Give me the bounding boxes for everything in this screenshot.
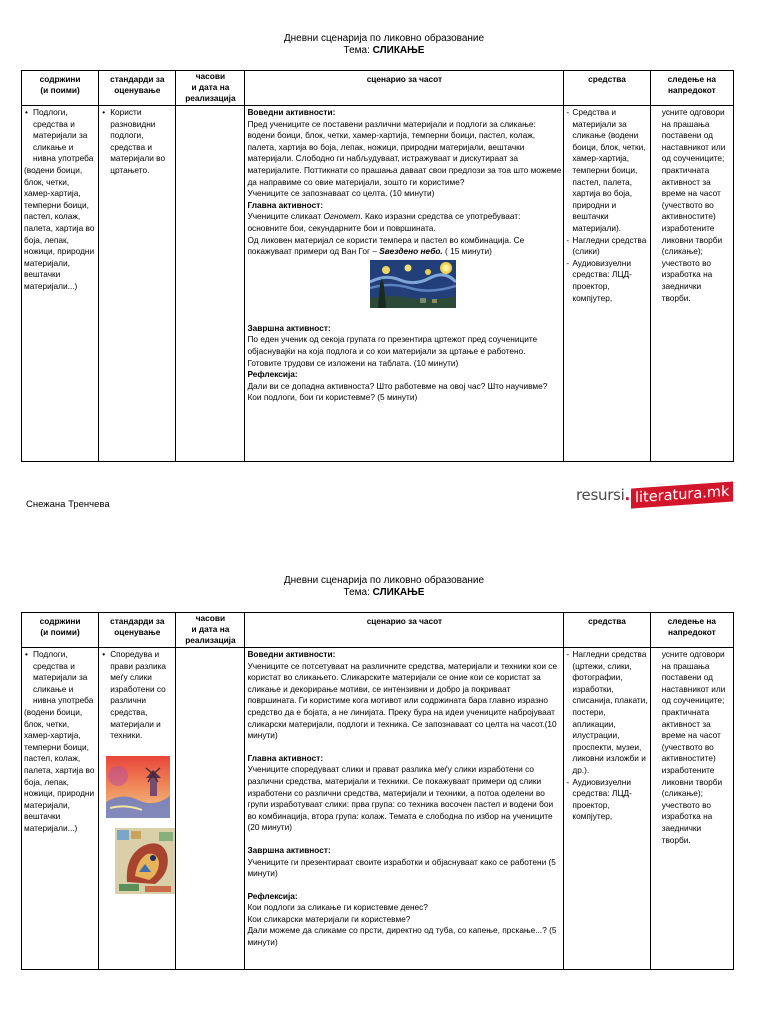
standards-cell — [99, 106, 176, 462]
hours-cell — [176, 648, 245, 970]
lesson-plan-table — [21, 612, 734, 970]
means-cell — [564, 648, 650, 970]
progress-cell — [650, 648, 733, 970]
final-label: Завршна активност: — [247, 844, 331, 855]
table-header-row — [22, 71, 734, 106]
intro-label: Воведни активности: — [247, 649, 336, 659]
means-item: - Средства и материјали за сликање (водени боици, блок, четки, хамер-хартија, темперни боици, пастел, палета, хартија во боја, природни и вештачки материјали). — [566, 107, 647, 235]
content-materials: (водени боици, блок, четки, хамер-хартија, темперни боици, пастел, колаж, палета, хартија во боја, лепак, ножици, природни материјали, вештачки материјали...) — [24, 706, 95, 833]
header-content: содржини (и поими) — [22, 613, 99, 648]
collage-example-image — [115, 828, 173, 894]
lesson-plan-table — [21, 70, 734, 462]
logo-dot: . — [624, 486, 631, 504]
logo-left: resursi — [576, 486, 625, 504]
final-text: По еден ученик од секоја групата го презентира цртежот пред соучениците објаснувајќи на која подлога и со кои материјали за цртање е работено. Готовите трудови се изложени на таблата. (10 минути) — [247, 334, 538, 368]
final-label: Завршна активност: — [247, 322, 331, 333]
reflection-text: Дали ви се допадна активноста? Што работевме на овој час? Што научивме? Кои подлоги, бои ги користевме? (5 минути) — [247, 380, 548, 403]
resursi-literatura-logo — [576, 482, 734, 508]
watercolor-painting — [106, 756, 170, 818]
title-line: Дневни сценарија по ликовно образование — [283, 33, 485, 44]
theme-line: Тема: СЛИКАЊЕ — [343, 45, 425, 56]
header-scenario: сценарио за часот — [245, 71, 564, 106]
title-line: Дневни сценарија по ликовно образование — [283, 575, 485, 586]
content-bullet: • Подлоги, средства и материјали за сликање и нивна употреба — [24, 649, 96, 707]
table-header-row — [22, 613, 734, 648]
header-standards: стандарди за оценување — [99, 613, 176, 648]
theme-line: Тема: СЛИКАЊЕ — [343, 587, 425, 598]
lesson-plan-title — [0, 575, 768, 599]
means-item: - Аудиовизуелни средства: ЛЦД-проектор, компјутер, — [566, 777, 647, 823]
table-row — [22, 106, 734, 462]
header-scenario: сценарио за часот — [245, 613, 564, 648]
main-text: Учениците споредуваат слики и прават разлика меѓу слики изработени со различни средства, материјали и техники. Се покажуваат примери од слики изработени со различни средства, материјали и техники, а потоа оделени во групи изработуваат слики: прва група: со техника восочен пастел и водени бои во комбинација, втора група: колаж. Темата е слободна по избор на учениците (20 минути) — [247, 764, 554, 833]
starry-night-image — [247, 258, 561, 312]
final-text: Учениците ги презентираат своите изработки и објаснуваат како се работени (5 минути) — [247, 856, 556, 879]
reflection-question: Кои подлоги за сликање ги користевме денес? — [247, 902, 428, 913]
main-text-examples: Од ликовен материјал се користи темпера и пастел во комбинација. Се покажуваат примери од Ван Гог – Ѕвездено небо. ( 15 минути) — [247, 234, 525, 257]
header-content: содржини (и поими) — [22, 71, 99, 106]
content-materials: (водени боици, блок, четки, хамер-хартија, темперни боици, пастел, колаж, палета, хартија во боја, лепак, ножици, природни материјали, вештачки материјали...) — [24, 164, 95, 291]
collage-painting — [115, 828, 176, 894]
hours-cell — [176, 106, 245, 462]
means-item: - Нагледни средства (слики) — [566, 235, 647, 258]
main-label: Главна активност: — [247, 752, 324, 763]
painting-title: Ѕвездено небо. — [379, 246, 443, 257]
progress-text: усните одговори на прашања поставени од наставникот или од соучениците; практичната активност за време на часот (учеството во активностите) изработените ликовни творби (сликање); учеството во изработка на заеднички творби. — [661, 107, 726, 303]
reflection-label: Рефлексија: — [247, 369, 298, 380]
header-means: средства — [564, 613, 650, 648]
scenario-cell — [245, 648, 564, 970]
reflection-label: Рефлексија: — [247, 890, 298, 901]
scenario-cell — [245, 106, 564, 462]
logo-right: literatura.mk — [631, 481, 733, 508]
main-text: Учениците сликаат Огномет. Како изразни средства се употребуваат: основните бои, секундарните бои и површината. — [247, 211, 521, 233]
header-means: средства — [564, 71, 650, 106]
reflection-question: Дали можеме да сликаме со прсти, директно од туба, со капење, прскање...? (5 минути) — [247, 925, 557, 948]
progress-text: усните одговори на прашања поставени од наставникот или од соучениците; практичната активност за време на часот (учеството во активностите) изработените ликовни творби (сликање); учеството во изработка на заеднички творби. — [661, 649, 726, 845]
lesson-plan-title — [0, 33, 768, 57]
intro-text: Пред учениците се поставени различни материјали и подлоги за сликање: водени боици, блок, четки, хамер-хартија, темперни боици, пастел, колаж, палета, хартија во боја, лепак, ножици, природни материјали, вештачки материјали. Слободно ги набљудуваат, истражуваат и дискутираат за материјалите. Поттикнати со прашања даваат свои предлози за тоа што можеме да направиме со овие материјали, зошто ги користиме? — [247, 118, 562, 187]
intro-text: Учениците се потсетуваат на различните средства, материјали и техники кои се користат во сликањето. Сликарските материјали се оние кои се користат за сликање и декорирање мотиви, се интензивни и добро ја покриваат површината. Ги користиме кога мотивот или содржината бара главно изразно средство да е бојата, а не линијата. Преку бура на идеи учениците набројуваат сликарски материјали, подлоги и техника. Се запознаваат со целта на часот.(10 минути) — [247, 660, 558, 741]
author-name: Снежана Тренчева — [26, 499, 110, 510]
content-bullet: • Подлоги, средства и материјали за сликање и нивна употреба — [24, 107, 96, 165]
header-hours: часови и дата на реализација — [176, 71, 245, 106]
header-progress: следење на напредокот — [650, 71, 733, 106]
means-cell — [564, 106, 650, 462]
progress-cell — [650, 106, 733, 462]
reflection-question: Кои сликарски материјали ги користевме? — [247, 913, 411, 924]
content-cell — [22, 106, 99, 462]
artwork-topic: Огномет — [323, 211, 361, 222]
watercolor-example-image — [106, 756, 173, 818]
table-row — [22, 648, 734, 970]
standards-bullet: • Споредува и прави разлика меѓу слики изработени со различни средства, материјали и техники. — [101, 649, 173, 742]
means-item: - Нагледни средства (цртежи, слики, фотографии, изработки, списанија, плакати, постери, апликации, илустрации, проспекти, музеи, ликовни изложби и др.). — [566, 649, 647, 777]
header-hours: часови и дата на реализација — [176, 613, 245, 648]
header-standards: стандарди за оценување — [99, 71, 176, 106]
standards-bullet: • Користи разновидни подлоги, средства и материјали во цртањето. — [101, 107, 173, 177]
content-cell — [22, 648, 99, 970]
standards-cell — [99, 648, 176, 970]
main-label: Главна активност: — [247, 199, 324, 210]
intro-end: Учениците се запознаваат со целта. (10 минути) — [247, 188, 435, 199]
header-progress: следење на напредокот — [650, 613, 733, 648]
theme-name: СЛИКАЊЕ — [372, 45, 425, 56]
intro-label: Воведни активности: — [247, 107, 336, 117]
starry-night-painting — [370, 260, 456, 308]
theme-name: СЛИКАЊЕ — [372, 587, 425, 598]
means-item: - Аудиовизуелни средства: ЛЦД-проектор, компјутер, — [566, 258, 647, 304]
